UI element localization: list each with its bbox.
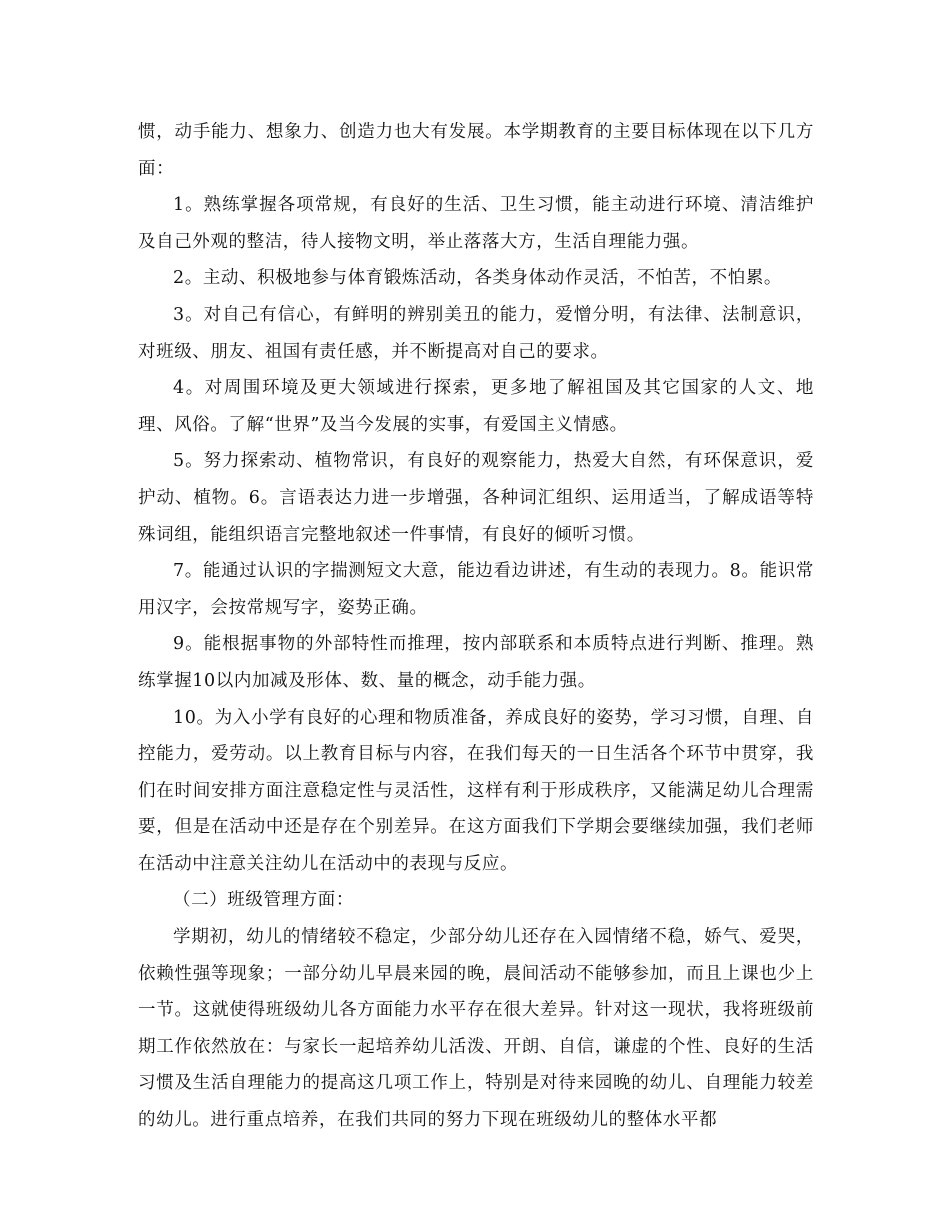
document-body	[138, 114, 814, 1139]
paragraph-goal-10: 10。为入小学有良好的心理和物质准备，养成良好的姿势，学习习惯，自理、自控能力，爱劳动。以上教育目标与内容，在我们每天的一日生活各个环节中贯穿，我们在时间安排方面注意稳定性与灵活性，这样有利于形成秩序，又能满足幼儿合理需要，但是在活动中还是存在个别差异。在这方面我们下学期会要继续加强，我们老师在活动中注意关注幼儿在活动中的表现与反应。	[138, 707, 814, 874]
paragraph-intro: 惯，动手能力、想象力、创造力也大有发展。本学期教育的主要目标体现在以下几方面：	[138, 122, 814, 179]
paragraph-goal-7-8: 7。能通过认识的字揣测短文大意，能边看边讲述，有生动的表现力。8。能识常用汉字，会按常规写字，姿势正确。	[138, 561, 814, 618]
paragraph-goal-2: 2。主动、积极地参与体育锻炼活动，各类身体动作灵活，不怕苦，不怕累。	[173, 268, 783, 289]
section-heading-class-management: （二）班级管理方面：	[173, 890, 354, 911]
paragraph-goal-5-6: 5。努力探索动、植物常识，有良好的观察能力，热爱大自然，有环保意识，爱护动、植物。6。言语表达力进一步增强，各种词汇组织、运用适当，了解成语等特殊词组，能组织语言完整地叙述一件事情，有良好的倾听习惯。	[138, 451, 814, 545]
paragraph-class-management: 学期初，幼儿的情绪较不稳定，少部分幼儿还存在入园情绪不稳，娇气、爱哭，依赖性强等现象；一部分幼儿早晨来园的晚，晨间活动不能够参加，而且上课也少上一节。这就使得班级幼儿各方面能力水平存在很大差异。针对这一现状，我将班级前期工作依然放在：与家长一起培养幼儿活泼、开朗、自信，谦虚的个性、良好的生活习惯及生活自理能力的提高这几项工作上，特别是对待来园晚的幼儿、自理能力较差的幼儿。进行重点培养，在我们共同的努力下现在班级幼儿的整体水平都	[138, 927, 814, 1131]
paragraph-goal-1: 1。熟练掌握各项常规，有良好的生活、卫生习惯，能主动进行环境、清洁维护及自己外观的整洁，待人接物文明，举止落落大方，生活自理能力强。	[138, 195, 814, 252]
paragraph-goal-4: 4。对周围环境及更大领域进行探索，更多地了解祖国及其它国家的人文、地理、风俗。了解“世界”及当今发展的实事，有爱国主义情感。	[138, 378, 814, 435]
paragraph-goal-3: 3。对自己有信心，有鲜明的辨别美丑的能力，爱憎分明，有法律、法制意识，对班级、朋友、祖国有责任感，并不断提高对自己的要求。	[138, 304, 814, 362]
paragraph-goal-9: 9。能根据事物的外部特性而推理，按内部联系和本质特点进行判断、推理。熟练掌握10以内加减及形体、数、量的概念，动手能力强。	[138, 634, 814, 691]
